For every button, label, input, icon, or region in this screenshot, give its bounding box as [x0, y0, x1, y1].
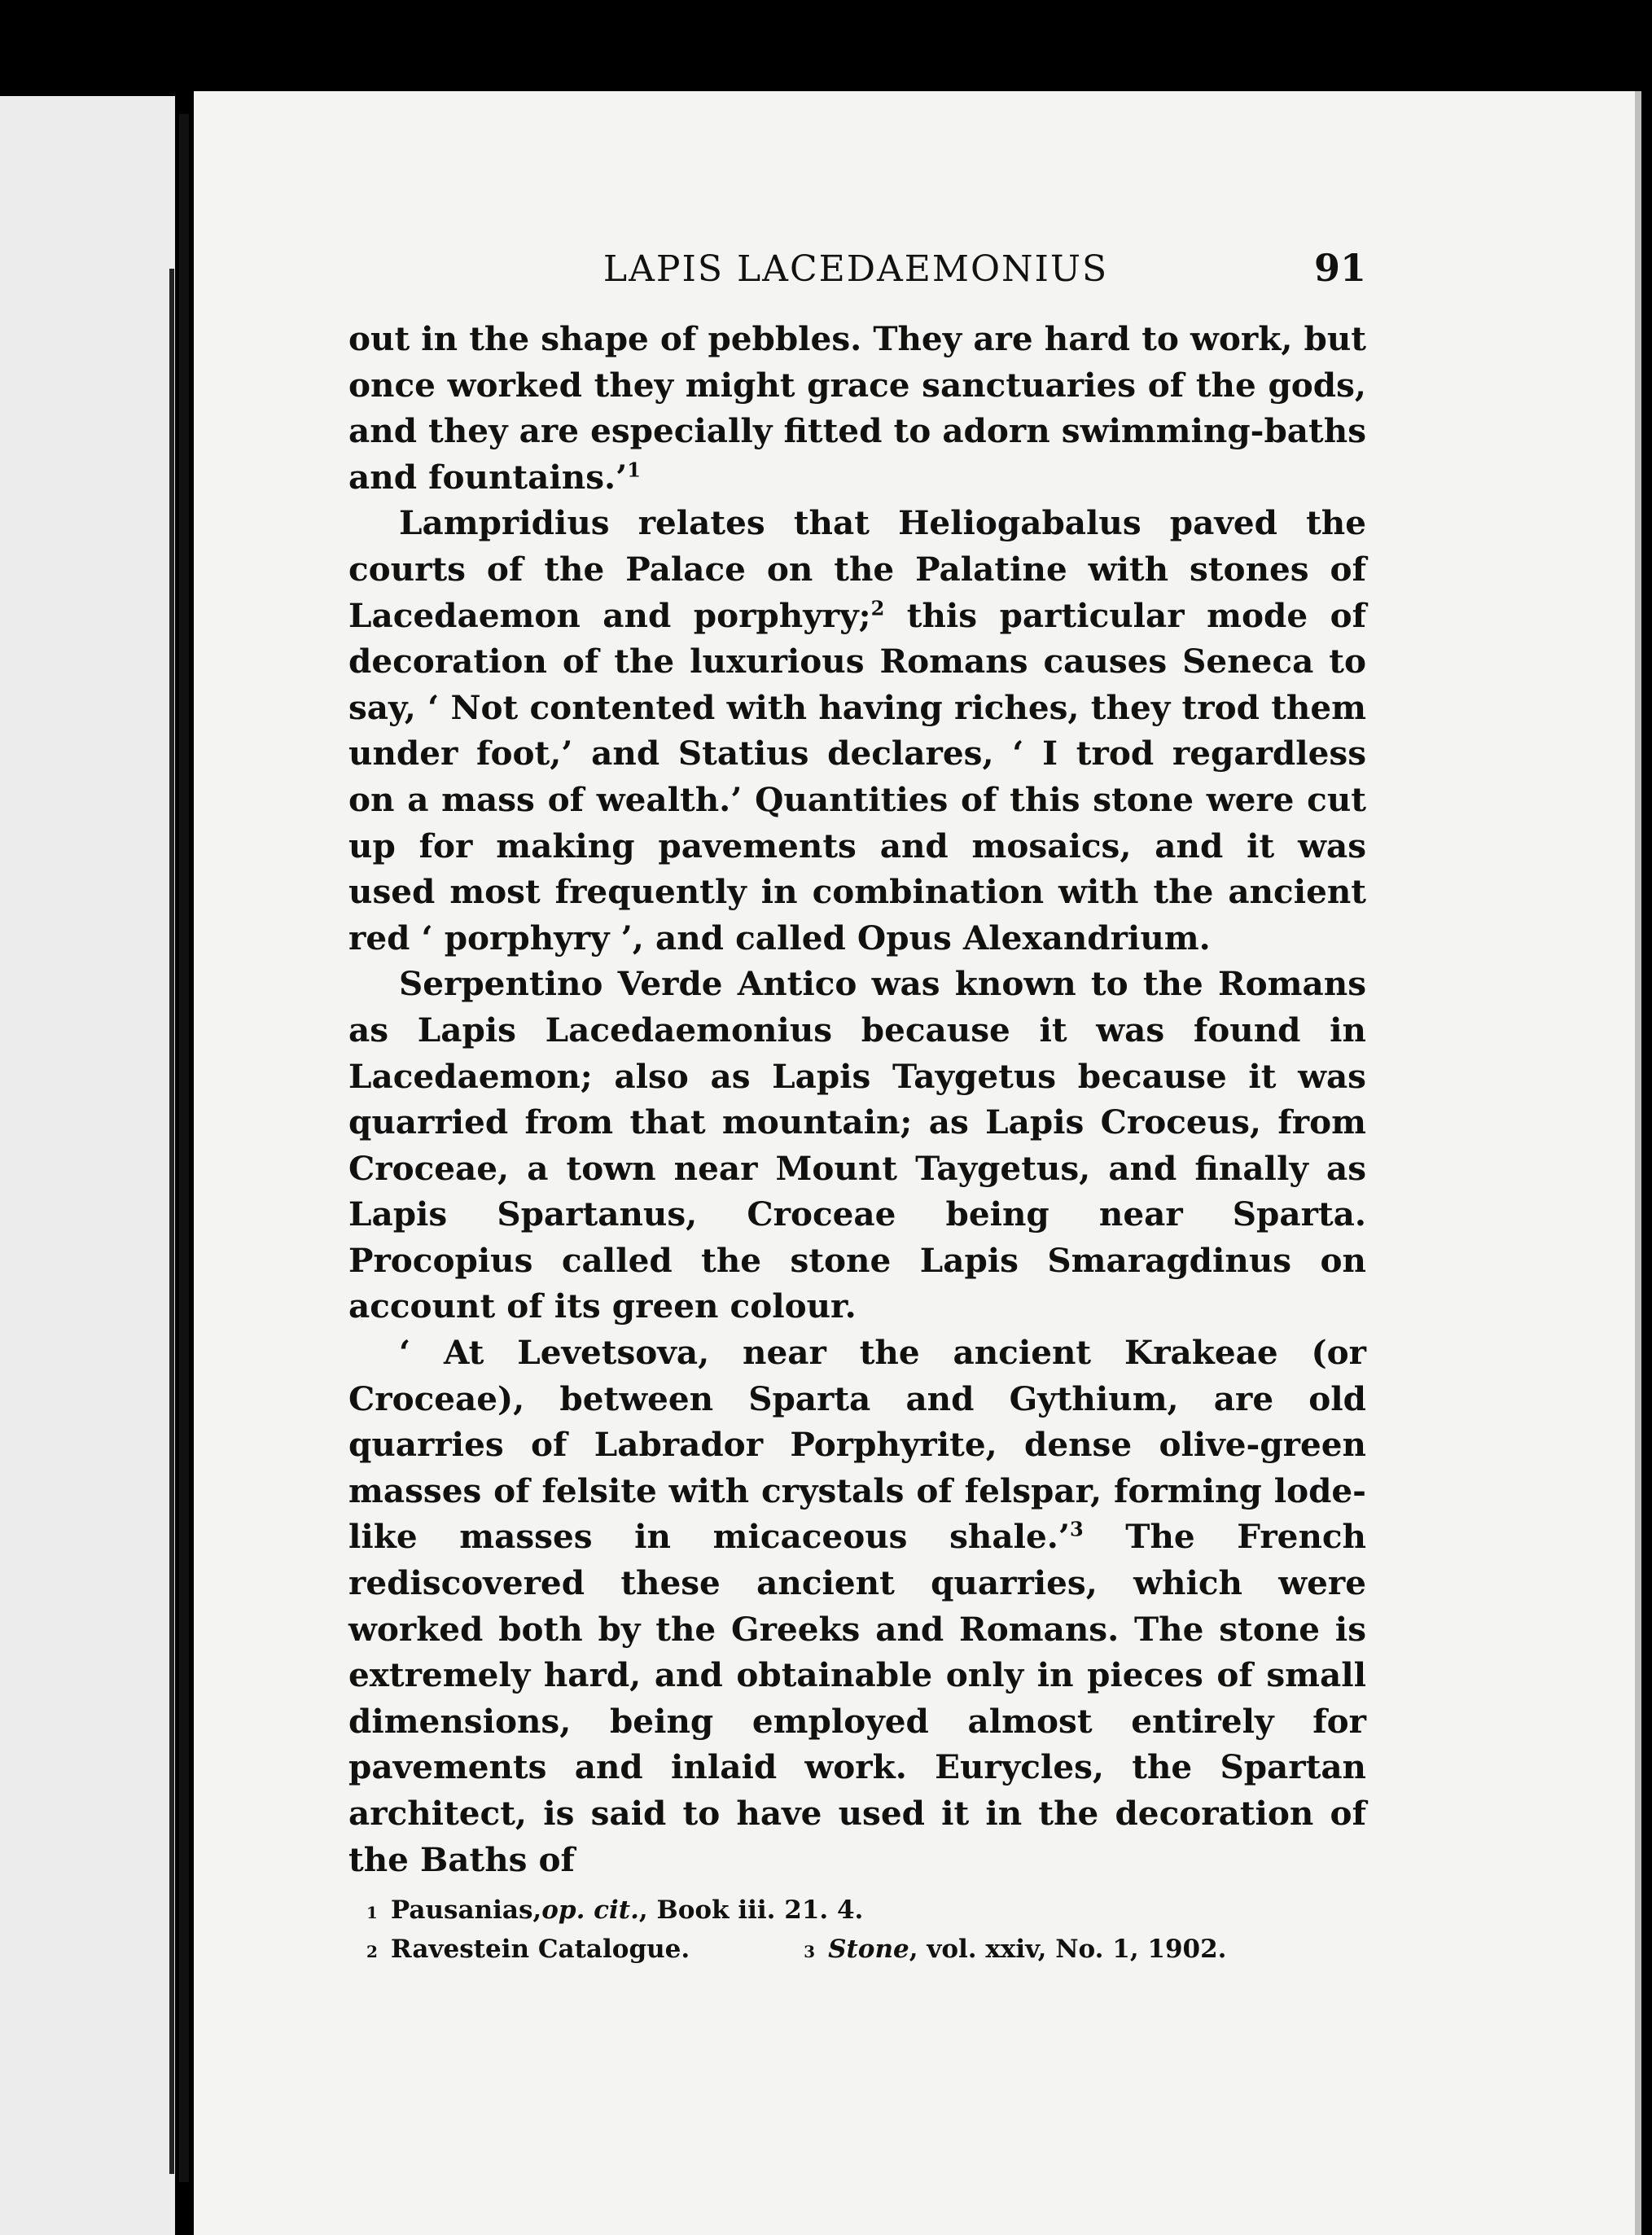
- footnote-1-text-b: , Book iii. 21. 4.: [638, 1895, 864, 1926]
- paragraph-2-text-a: Lampridius relates that Heliogabalus paved the courts of the Palace on the Palatine with stones of Lacedaemon and porphyry;: [348, 503, 1366, 635]
- footnote-3-italic: Stone: [828, 1935, 909, 1965]
- footnote-2-and-3: [348, 1931, 1366, 1970]
- paragraph-4-text-b: The French rediscovered these ancient quarries, which were worked both by the Greeks and Romans. The stone is extremely hard, and obtainable only in pieces of small dimensions, being employed almost entirely for pavements and inlaid work. Eurycles, the Spartan architect, is said to have used it in the decoration of the Baths of: [348, 1517, 1366, 1879]
- paragraph-3: Serpentino Verde Antico was known to the Romans as Lapis Lacedaemonius because it was found in Lacedaemon; also as Lapis Taygetus because it was quarried from that mountain; as Lapis Croceus, from Croceae, a town near Mount Taygetus, and finally as Lapis Spartanus, Croceae being near Sparta. Procopius called the stone Lapis Smaragdinus on account of its green colour.: [348, 964, 1366, 1326]
- footnote-1: [348, 1892, 1366, 1931]
- footnote-2-text: Ravestein Catalogue.: [390, 1935, 690, 1965]
- body-text: [348, 316, 1366, 1882]
- footnote-3-mark: 3: [804, 1942, 816, 1962]
- footnote-ref-2: 2: [870, 596, 885, 620]
- paragraph-1-text: out in the shape of pebbles. They are hard to work, but once worked they might grace sanctuaries of the gods, and they are especially fitted to adorn swimming-baths and fountains.’: [348, 319, 1367, 497]
- paragraph-2: [348, 500, 1366, 961]
- footnote-ref-1: 1: [627, 458, 641, 482]
- page-header: [348, 246, 1366, 316]
- left-page-edge: [0, 96, 175, 2235]
- footnote-ref-3: 3: [1069, 1517, 1084, 1541]
- footnote-1-text-a: Pausanias,: [390, 1895, 542, 1926]
- spine-shadow: [169, 269, 174, 2174]
- footnotes: [348, 1892, 1366, 1970]
- paragraph-1: [348, 316, 1366, 500]
- running-head: LAPIS LACEDAEMONIUS: [603, 248, 1109, 290]
- paragraph-4-text-a: ‘ At Levetsova, near the ancient Krakeae (or Croceae), between Sparta and Gythium, are old quarries of Labrador Porphyrite, dense olive-green masses of felsite with crystals of felspar, forming lode-like masses in micaceous shale.’: [348, 1333, 1366, 1557]
- footnote-1-italic: op. cit.: [541, 1895, 639, 1926]
- paragraph-2-text-b: this particular mode of decoration of the luxurious Romans causes Seneca to say, ‘ Not contented with having riches, they trod them under foot,’ and Statius declares, ‘ I trod regardless on a mass of wealth.’ Quantities of this stone were cut up for making pavements and mosaics, and it was used most frequently in combination with the ancient red ‘ porphyry ’, and called Opus Alexandrium.: [348, 595, 1367, 958]
- footnote-3-text: , vol. xxiv, No. 1, 1902.: [909, 1935, 1227, 1965]
- book-spine: [179, 114, 189, 2182]
- footnote-2-mark: 2: [366, 1942, 378, 1962]
- text-block: [348, 246, 1366, 1970]
- book-page: [194, 91, 1641, 2235]
- page-number: 91: [1313, 246, 1366, 290]
- footnote-1-mark: 1: [366, 1903, 378, 1923]
- paragraph-4: [348, 1330, 1366, 1882]
